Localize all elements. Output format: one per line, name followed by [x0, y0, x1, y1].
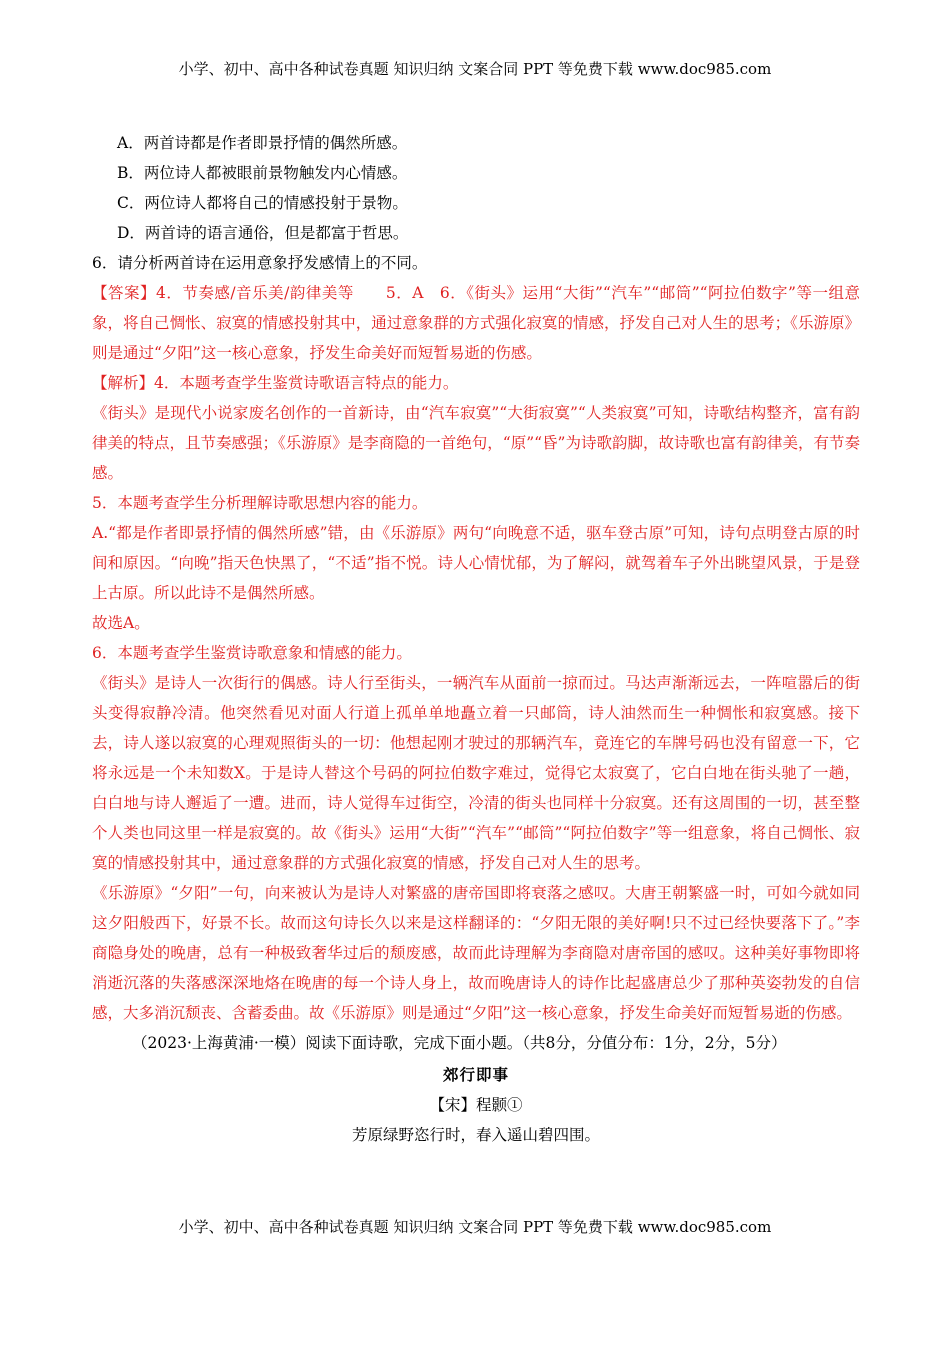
analysis-6-leyouyuan: 《乐游原》“夕阳”一句，向来被认为是诗人对繁盛的唐帝国即将衰落之感叹。大唐王朝繁盛一时，可如今就如同这夕阳般西下，好景不长。故而这句诗长久以来是这样翻译的：“夕阳无限的美好啊!只不过已经快要落下了。”李商隐身处的晚唐，总有一种极致奢华过后的颓废感，故而此诗理解为李商隐对唐帝国的感叹。这种美好事物即将消逝沉落的失落感深深地烙在晚唐的每一个诗人身上，故而晚唐诗人的诗作比起盛唐总少了那种英姿勃发的自信感，大多消沉颓丧、含蓄委曲。故《乐游原》则是通过“夕阳”这一核心意象，抒发生命美好而短暂易逝的伤感。	[92, 884, 860, 1022]
page-footer: 小学、初中、高中各种试卷真题 知识归纳 文案合同 PPT 等免费下载 www.doc985.com	[178, 1218, 772, 1236]
analysis-6-heading: 6．本题考查学生鉴赏诗歌意象和情感的能力。	[92, 644, 412, 662]
analysis-heading: 【解析】4．本题考查学生鉴赏诗歌语言特点的能力。	[92, 374, 459, 392]
next-section-intro: （2023·上海黄浦·一模）阅读下面诗歌，完成下面小题。（共8分，分值分布：1分，2分，5分）	[132, 1034, 787, 1052]
option-a: A．两首诗都是作者即景抒情的偶然所感。	[117, 134, 408, 152]
answer-block: 【答案】4．节奏感/音乐美/韵律美等 5．A 6．《街头》运用“大街”“汽车”“邮筒”“阿拉伯数字”等一组意象，将自己惆怅、寂寞的情感投射其中，通过意象群的方式强化寂寞的情感，抒发自己对人生的思考；《乐游原》则是通过“夕阳”这一核心意象，抒发生命美好而短暂易逝的伤感。	[92, 284, 860, 362]
question-6: 6．请分析两首诗在运用意象抒发感情上的不同。	[92, 254, 428, 272]
option-b: B．两位诗人都被眼前景物触发内心情感。	[117, 164, 408, 182]
analysis-6-jietou: 《街头》是诗人一次街行的偶感。诗人行至街头，一辆汽车从面前一掠而过。马达声渐渐远去，一阵喧嚣后的街头变得寂静冷清。他突然看见对面人行道上孤单单地矗立着一只邮筒，诗人油然而生一种惆怅和寂寞感。接下去，诗人遂以寂寞的心理观照街头的一切：他想起刚才驶过的那辆汽车，竟连它的车牌号码也没有留意一下，它将永远是一个未知数X。于是诗人替这个号码的阿拉伯数字难过，觉得它太寂寞了，它白白地在街头驰了一趟，白白地与诗人邂逅了一遭。进而，诗人觉得车过街空，冷清的街头也同样十分寂寞。还有这周围的一切，甚至整个人类也同这里一样是寂寞的。故《街头》运用“大街”“汽车”“邮筒”“阿拉伯数字”等一组意象，将自己惆怅、寂寞的情感投射其中，通过意象群的方式强化寂寞的情感，抒发自己对人生的思考。	[92, 674, 860, 872]
option-c: C．两位诗人都将自己的情感投射于景物。	[117, 194, 408, 212]
poem-author: 【宋】程颢①	[429, 1096, 523, 1114]
poem-title: 郊行即事	[442, 1065, 509, 1084]
choose-answer: 故选A。	[92, 614, 150, 632]
poem-line: 芳原绿野恣行时，春入遥山碧四围。	[351, 1126, 600, 1144]
page-header: 小学、初中、高中各种试卷真题 知识归纳 文案合同 PPT 等免费下载 www.doc985.com	[178, 60, 772, 78]
analysis-5: A.“都是作者即景抒情的偶然所感”错，由《乐游原》两句“向晚意不适，驱车登古原”可知，诗句点明登古原的时间和原因。“向晚”指天色快黑了，“不适”指不悦。诗人心情忧郁，为了解闷，就驾着车子外出眺望风景，于是登上古原。所以此诗不是偶然所感。	[92, 524, 860, 602]
option-d: D．两首诗的语言通俗，但是都富于哲思。	[117, 224, 409, 242]
analysis-5-heading: 5．本题考查学生分析理解诗歌思想内容的能力。	[92, 494, 428, 512]
page-content	[92, 128, 860, 1150]
analysis-4: 《街头》是现代小说家废名创作的一首新诗，由“汽车寂寞”“大街寂寞”“人类寂寞”可知，诗歌结构整齐，富有韵律美的特点，且节奏感强；《乐游原》是李商隐的一首绝句，“原”“昏”为诗歌韵脚，故诗歌也富有韵律美，有节奏感。	[92, 404, 860, 482]
